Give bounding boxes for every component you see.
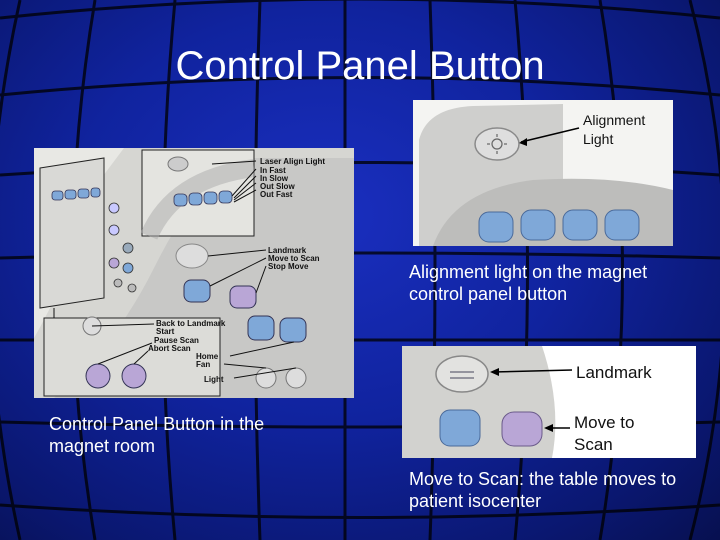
callout-label: Out Slow [260, 182, 295, 191]
control-panel-photo [34, 148, 354, 398]
label-line: Light [583, 131, 614, 147]
callout-label: Landmark [268, 246, 307, 255]
caption-move-to-scan: Move to Scan: the table moves to patient isocenter [409, 469, 677, 511]
label-line: Alignment [583, 112, 646, 128]
callout-label: Light [204, 375, 224, 384]
callout-label: In Fast [260, 166, 286, 175]
callout-label: Move to Scan [268, 254, 320, 263]
callout-label: Laser Align Light [260, 157, 326, 166]
callout-label: Out Fast [260, 190, 293, 199]
label-line: Move to [574, 413, 635, 432]
caption-panel-room: Control Panel Button in the magnet room [49, 414, 265, 456]
landmark-label: Landmark [576, 363, 652, 382]
slide-title: Control Panel Button [175, 44, 545, 88]
callout-label: Abort Scan [148, 344, 191, 353]
callout-label: Home [196, 352, 219, 361]
landmark-move-photo [402, 346, 696, 458]
callout-label: Start [156, 327, 175, 336]
label-line: Scan [574, 435, 613, 454]
callout-label: Back to Landmark [156, 319, 226, 328]
caption-alignment: Alignment light on the magnet control panel button [409, 262, 648, 304]
callout-label: Stop Move [268, 262, 309, 271]
callout-label: Fan [196, 360, 211, 369]
alignment-light-photo [413, 100, 673, 246]
callout-label: In Slow [260, 174, 288, 183]
callout-label: Pause Scan [154, 336, 199, 345]
